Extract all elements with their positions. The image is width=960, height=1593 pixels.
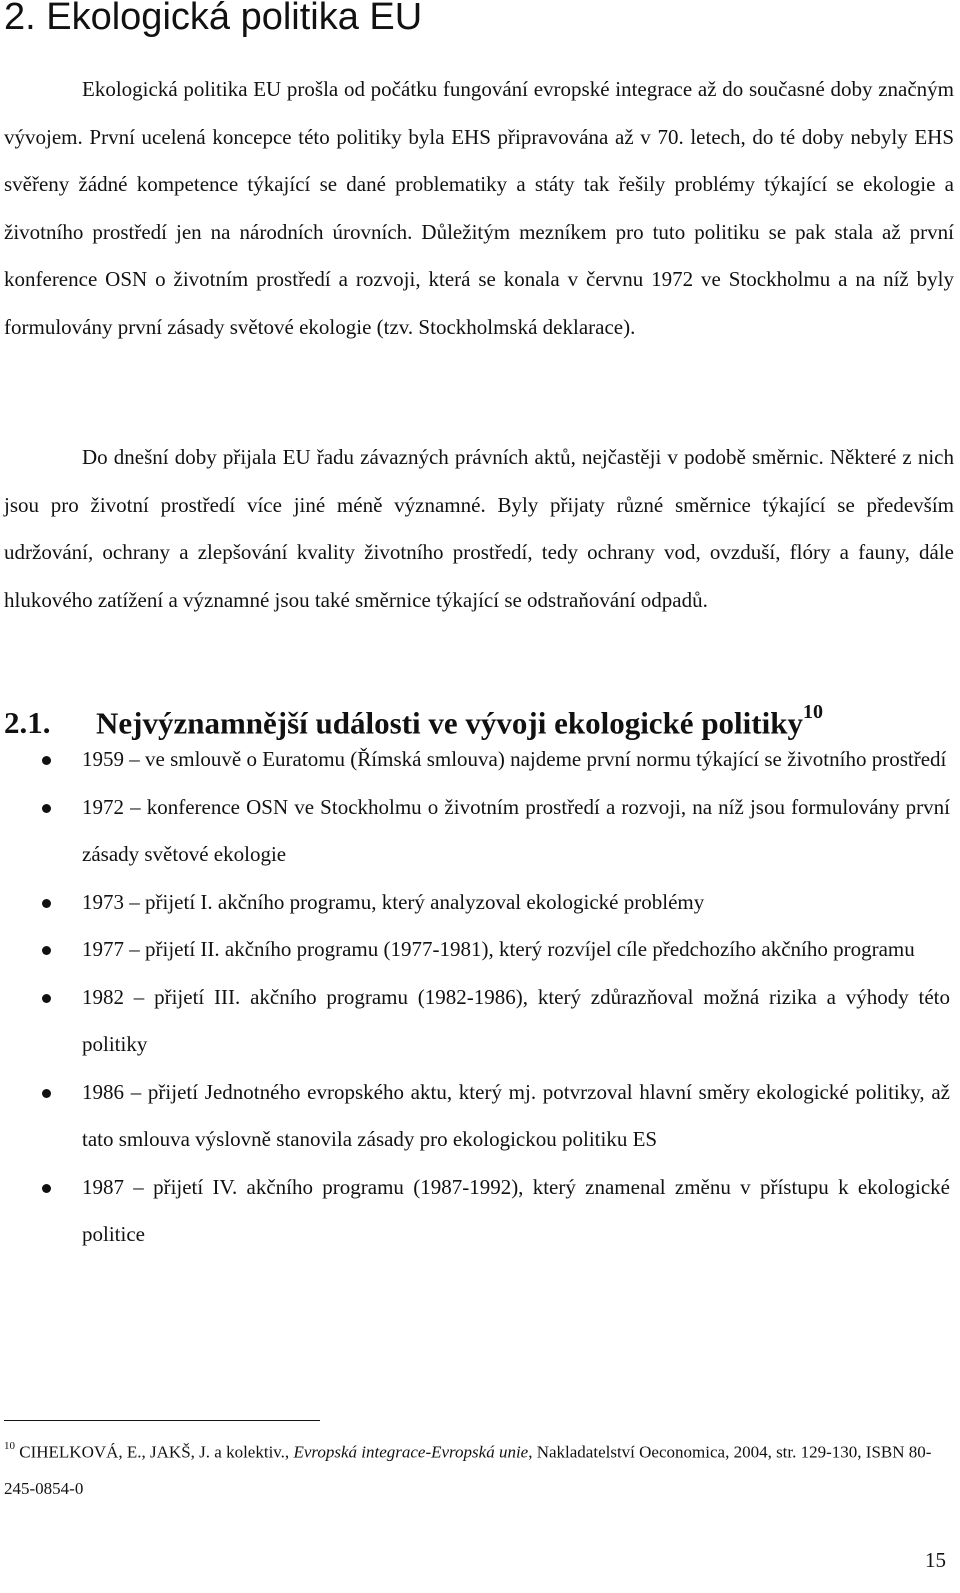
- list-item: 1987 – přijetí IV. akčního programu (1987-1992), který znamenal změnu v přístupu k ekologické politice: [0, 1164, 950, 1259]
- section-title: Nejvýznamnější události ve vývoji ekologické politiky: [96, 705, 803, 741]
- footnote-divider: [4, 1420, 320, 1421]
- footnote-rest: , Nakladatelství Oeconomica, 2004, str. 129-130, ISBN 80-245-0854-0: [4, 1442, 932, 1498]
- footnote-reference: 10: [802, 701, 823, 723]
- footnote: [4, 1430, 954, 1507]
- bullet-icon: [42, 994, 51, 1003]
- bullet-icon: [42, 804, 51, 813]
- list-item: 1972 – konference OSN ve Stockholmu o životním prostředí a rozvoji, na níž jsou formulovány první zásady světové ekologie: [0, 784, 950, 879]
- paragraph-directives: Do dnešní doby přijala EU řadu závazných právních aktů, nejčastěji v podobě směrnic. Některé z nich jsou pro životní prostředí více jiné méně významné. Byly přijaty různé směrnice týkající se především udržování, ochrany a zlepšování kvality životního prostředí, tedy ochrany vod, ovzduší, flóry a fauny, dále hlukového zatížení a významné jsou také směrnice týkající se odstraňování odpadů.: [4, 445, 954, 612]
- chapter-heading: 2. Ekologická politika EU: [4, 0, 423, 38]
- paragraph-intro: Ekologická politika EU prošla od počátku fungování evropské integrace až do současné doby značným vývojem. První ucelená koncepce této politiky byla EHS připravována až v 70. letech, do té doby nebyly EHS svěřeny žádné kompetence týkající se dané problematiky a státy tak řešily problémy týkající se ekologie a životního prostředí jen na národních úrovních. Důležitým mezníkem pro tuto politiku se pak stala až první konference OSN o životním prostředí a rozvoji, která se konala v červnu 1972 ve Stockholmu a na níž byly formulovány první zásady světové ekologie (tzv. Stockholmská deklarace).: [4, 77, 954, 339]
- bullet-icon: [42, 899, 51, 908]
- list-item: 1982 – přijetí III. akčního programu (1982-1986), který zdůrazňoval možná rizika a výhody této politiky: [0, 974, 950, 1069]
- events-list: [0, 736, 960, 1259]
- bullet-icon: [42, 946, 51, 955]
- bullet-icon: [42, 1184, 51, 1193]
- page-number: 15: [925, 1548, 946, 1572]
- list-item: 1977 – přijetí II. akčního programu (1977-1981), který rozvíjel cíle předchozího akčního programu: [0, 926, 950, 974]
- bullet-icon: [42, 1089, 51, 1098]
- footnote-authors: CIHELKOVÁ, E., JAKŠ, J. a kolektiv.,: [19, 1442, 290, 1462]
- list-item: 1973 – přijetí I. akčního programu, který analyzoval ekologické problémy: [0, 879, 950, 927]
- section-number: 2.1.: [4, 705, 51, 741]
- footnote-number: 10: [4, 1440, 15, 1452]
- bullet-icon: [42, 756, 51, 765]
- footnote-title: Evropská integrace-Evropská unie: [293, 1442, 529, 1462]
- list-item: 1959 – ve smlouvě o Euratomu (Římská smlouva) najdeme první normu týkající se životního prostředí: [0, 736, 950, 784]
- list-item: 1986 – přijetí Jednotného evropského aktu, který mj. potvrzoval hlavní směry ekologické politiky, až tato smlouva výslovně stanovila zásady pro ekologickou politiku ES: [0, 1069, 950, 1164]
